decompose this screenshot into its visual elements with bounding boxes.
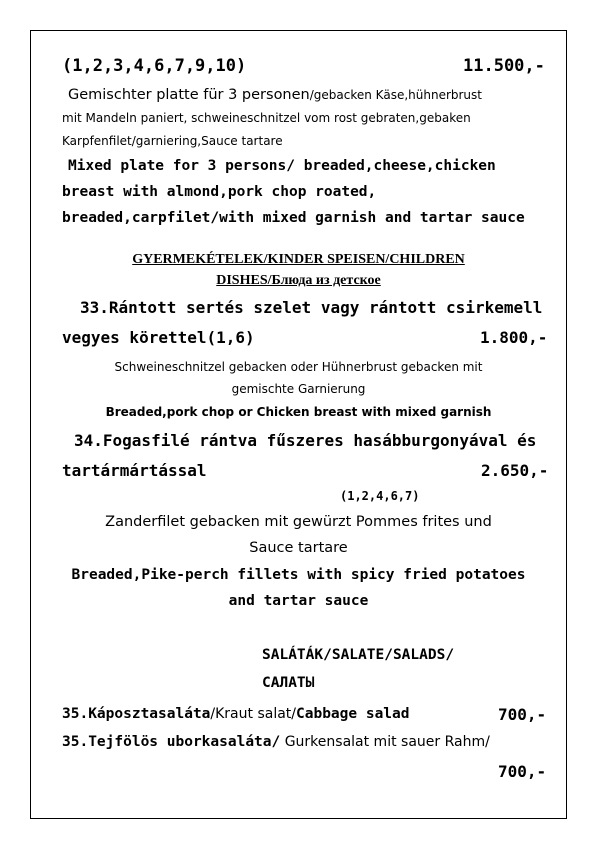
item34-title-line1: 34.Fogasfilé rántva fűszeres hasábburgonyával és — [74, 431, 537, 450]
item33-de-line1: Schweineschnitzel gebacken oder Hühnerbrust gebacken mit — [114, 360, 483, 374]
platter-de-main: Gemischter platte für 3 personen — [68, 87, 310, 103]
item34-allergens: (1,2,4,6,7) — [340, 489, 420, 503]
platter-de-line1 — [68, 86, 482, 104]
platter-price: 11.500,- — [463, 56, 545, 76]
platter-de-line3: Karpfenfilet/garniering,Sauce tartare — [62, 134, 283, 148]
item34-de-line2: Sauce tartare — [249, 540, 348, 556]
item35a-line — [62, 705, 410, 723]
item35a-hu: 35.Káposztasaláta — [62, 706, 211, 722]
children-heading-line1: GYERMEKÉTELEK/KINDER SPEISEN/CHILDREN — [132, 252, 465, 267]
item34-title-line2: tartármártással — [62, 461, 207, 480]
item34-price: 2.650,- — [481, 461, 549, 480]
item33-en-line: Breaded,pork chop or Chicken breast with mixed garnish — [105, 405, 492, 419]
platter-de-line2: mit Mandeln paniert, schweineschnitzel vom rost gebraten,gebaken — [62, 111, 471, 125]
platter-en-line3: breaded,carpfilet/with mixed garnish and tartar sauce — [62, 210, 525, 226]
item35a-en: Cabbage salad — [296, 706, 410, 722]
platter-de-rest: /gebacken Käse,hühnerbrust — [309, 88, 482, 102]
platter-allergens: (1,2,3,4,6,7,9,10) — [62, 56, 247, 76]
item35a-price: 700,- — [498, 705, 547, 724]
item35a-de: /Kraut salat/ — [210, 706, 296, 722]
item35b-price: 700,- — [498, 762, 547, 781]
platter-en-line2: breast with almond,pork chop roated, — [62, 184, 377, 200]
children-heading-line2: DISHES/Блюда из детское — [216, 273, 381, 288]
item33-price: 1.800,- — [480, 328, 548, 347]
item33-title-line2: vegyes körettel(1,6) — [62, 328, 255, 347]
item34-de-line1: Zanderfilet gebacken mit gewürzt Pommes frites und — [105, 514, 492, 530]
item33-title-line1: 33.Rántott sertés szelet vagy rántott csirkemell — [80, 298, 543, 317]
salads-heading-line2: САЛАТЫ — [262, 675, 315, 691]
platter-en-line1: Mixed plate for 3 persons/ breaded,cheese,chicken — [68, 158, 496, 174]
item35b-hu: 35.Tejfölös uborkasaláta/ — [62, 734, 281, 750]
item34-en-line1: Breaded,Pike-perch fillets with spicy fried potatoes — [71, 567, 526, 583]
item35b-de: Gurkensalat mit sauer Rahm/ — [280, 734, 490, 750]
page-border — [30, 30, 567, 819]
item33-de-line2: gemischte Garnierung — [231, 382, 366, 396]
item35b-line — [62, 733, 490, 751]
salads-heading-line1: SALÁTÁK/SALATE/SALADS/ — [262, 647, 455, 663]
item34-en-line2: and tartar sauce — [228, 593, 369, 609]
